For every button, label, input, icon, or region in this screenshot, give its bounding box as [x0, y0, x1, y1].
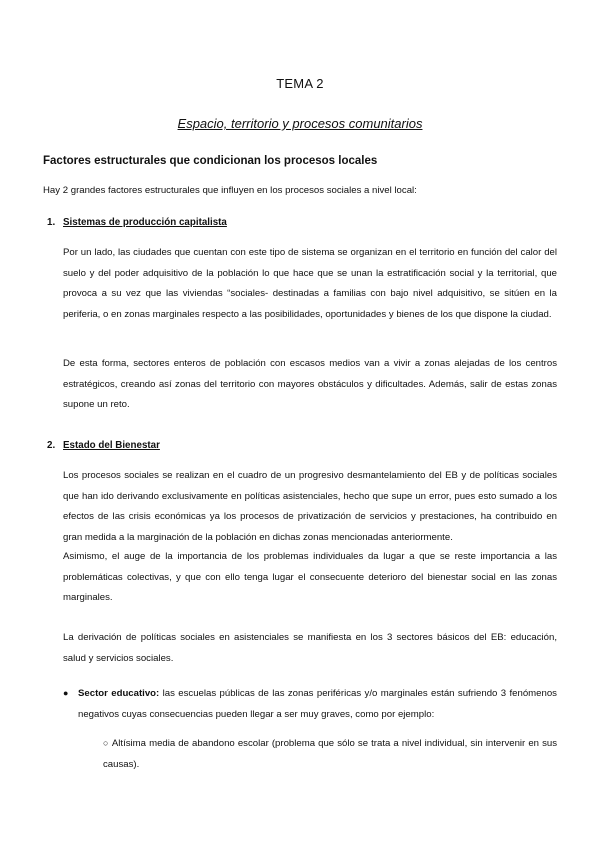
subbullet-abandono-escolar — [103, 733, 557, 775]
item-2-paragraph-3: La derivación de políticas sociales en asistenciales se manifiesta en los 3 sectores básicos del EB: educación, salud y servicios sociales. — [63, 632, 557, 664]
bullet-lead: Sector educativo: — [78, 688, 160, 699]
heading-item-2-text: Estado del Bienestar — [63, 440, 160, 451]
bullet-body — [78, 683, 557, 725]
subbullet-marker: ○ — [103, 738, 109, 748]
bullet-sector-educativo — [63, 683, 557, 725]
heading-item-1-number: 1. — [47, 217, 56, 228]
bullet-marker: ● — [63, 688, 69, 698]
heading-item-2-number: 2. — [47, 440, 56, 451]
heading-item-1 — [47, 217, 227, 228]
heading-item-1-text: Sistemas de producción capitalista — [63, 217, 227, 228]
page-subtitle: Espacio, territorio y procesos comunitarios — [177, 116, 423, 131]
intro-paragraph: Hay 2 grandes factores estructurales que influyen en los procesos sociales a nivel local: — [43, 185, 417, 196]
item-2-paragraph-2: Asimismo, el auge de la importancia de los problemas individuales da lugar a que se reste importancia a las problemáticas colectivas, y que con ello tenga lugar el consecuente deterioro del bienestar social en las zonas marginales. — [63, 551, 557, 603]
item-1-paragraph-1: Por un lado, las ciudades que cuentan con este tipo de sistema se organizan en el territorio en función del calor del suelo y del poder adquisitivo de la población lo que hace que se unan la estratificación social y la territorial, que provoca a su vez que las viviendas “sociales- destinadas a familias con bajo nivel adquisitivo, se sitúen en la periferia, o en zonas marginales respecto a las posibilidades, oportunidades y bienes de los que dispone la ciudad. — [63, 247, 557, 320]
section-heading: Factores estructurales que condicionan los procesos locales — [43, 155, 378, 167]
item-2-paragraph-1: Los procesos sociales se realizan en el cuadro de un progresivo desmantelamiento del EB y de políticas sociales que han ido derivando exclusivamente en políticas asistenciales, hecho que supe un error, pues esto sumado a los efectos de las crisis económicas ya los procesos de privatización de servicios y prestaciones, ha contribuido en gran medida a la marginación de la población en dichas zonas mencionadas anteriormente. — [63, 470, 557, 543]
subbullet-text: Altísima media de abandono escolar (problema que sólo se trata a nivel individual, sin intervenir en sus causas). — [103, 738, 558, 770]
page-title: TEMA 2 — [276, 76, 324, 91]
heading-item-2 — [47, 440, 160, 451]
bullet-text: las escuelas públicas de las zonas periféricas y/o marginales están sufriendo 3 fenómenos negativos cuyas consecuencias pueden llegar a ser muy graves, como por ejemplo: — [78, 688, 557, 720]
item-1-paragraph-2: De esta forma, sectores enteros de población con escasos medios van a vivir a zonas alejadas de los centros estratégicos, creando así zonas del territorio con mayores obstáculos y dificultades. Además, salir de estas zonas supone un reto. — [63, 358, 557, 410]
